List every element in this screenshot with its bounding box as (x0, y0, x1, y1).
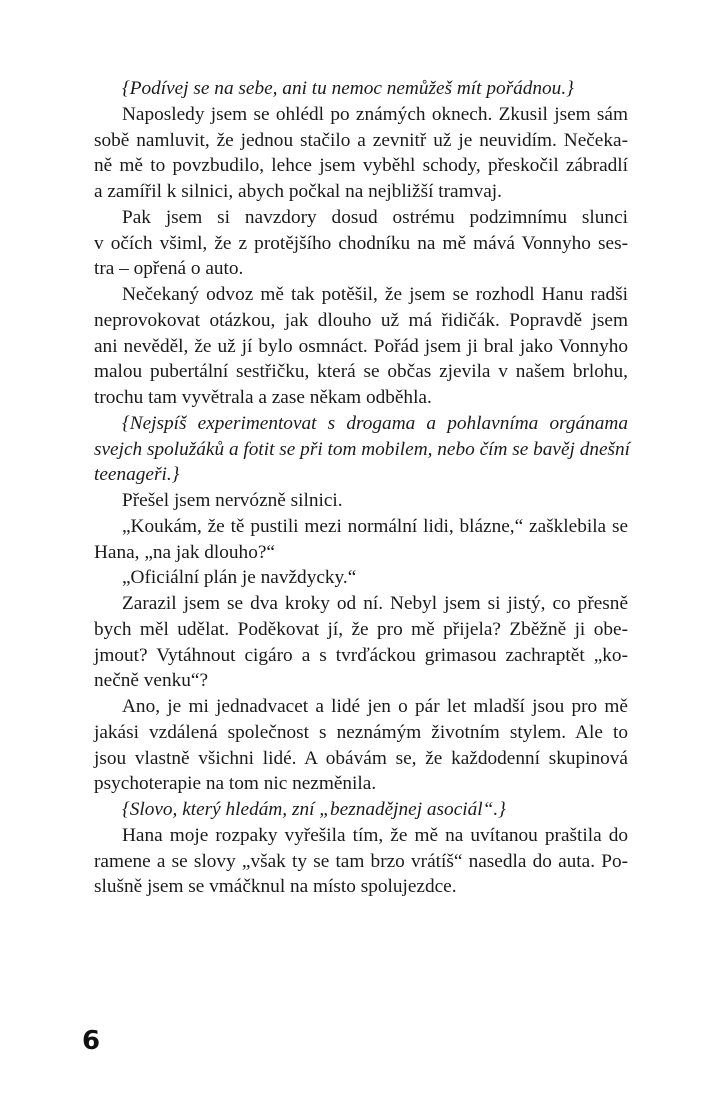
text-line: psychoterapie na tom nic nezměnila. (94, 773, 377, 795)
text-line: Zarazil jsem se dva kroky od ní. Nebyl jsem si jistý, co přesně (122, 593, 628, 614)
text-line: sobě namluvit, že jednou stačilo a zevnitř už je neuvidím. Nečeka- (94, 129, 628, 151)
text-line: „Koukám, že tě pustili mezi normální lidi, blázne,“ zašklebila se (122, 515, 628, 537)
text-line: jsou vlastně všichni lidé. A obávám se, že každodenní skupinová (94, 747, 628, 769)
text-line: {Nejspíš experimentovat s drogama a pohlavníma orgánama (122, 412, 628, 434)
text-line: Přešel jsem nervózně silnici. (122, 490, 343, 511)
text-line: malou pubertální sestřičku, která se občas zjevila v našem brlohu, (94, 361, 628, 383)
text-line: teenageři.} (94, 464, 180, 486)
body-text (94, 76, 631, 900)
text-line: v očích všiml, že z protějšího chodníku na mě mává Vonnyho ses- (94, 232, 628, 254)
text-line: neprovokovat otázkou, jak dlouho už má řidičák. Popravdě jsem (94, 309, 628, 331)
text-line: jmout? Vytáhnout cigáro a s tvrďáckou grimasou zachraptět „ko- (94, 644, 628, 666)
text-line: „Oficiální plán je navždycky.“ (122, 567, 357, 589)
page-number: 6 (82, 1026, 101, 1056)
text-line: ramene a se slovy „však ty se tam brzo vrátíš“ nasedla do auta. Po- (94, 850, 628, 872)
text-line: Hana moje rozpaky vyřešila tím, že mě na uvítanou praštila do (122, 824, 628, 846)
text-line: a zamířil k silnici, abych počkal na nejbližší tramvaj. (94, 181, 502, 202)
text-line: slušně jsem se vmáčknul na místo spolujezdce. (94, 876, 457, 898)
text-line: Hana, „na jak dlouho?“ (94, 541, 275, 563)
text-line: Ano, je mi jednadvacet a lidé jen o pár let mladší jsou pro mě (122, 696, 628, 717)
text-line: trochu tam vyvětrala a zase někam odběhla. (94, 387, 432, 408)
text-line: nečně venku“? (94, 670, 209, 692)
text-line: jakási vzdálená společnost s neznámým životním stylem. Ale to (94, 721, 628, 743)
text-line: {Slovo, který hledám, zní „beznadějnej asociál“.} (122, 799, 506, 820)
text-line: svejch spolužáků a fotit se při tom mobilem, nebo čím se bavěj dnešní (94, 438, 631, 460)
text-line: bych měl udělat. Poděkovat jí, že pro mě přijela? Zběžně ji obe- (94, 618, 628, 640)
text-line: ani nevěděl, že už jí bylo osmnáct. Pořád jsem ji bral jako Vonnyho (94, 335, 628, 357)
text-line: ně mě to povzbudilo, lehce jsem vyběhl schody, přeskočil zábradlí (94, 155, 628, 177)
text-line: Nečekaný odvoz mě tak potěšil, že jsem se rozhodl Hanu radši (122, 284, 628, 305)
text-line: Naposledy jsem se ohlédl po známých oknech. Zkusil jsem sám (122, 103, 628, 125)
text-line: tra – opřená o auto. (94, 258, 244, 280)
text-line: Pak jsem si navzdory dosud ostrému podzimnímu slunci (122, 206, 628, 228)
text-line: {Podívej se na sebe, ani tu nemoc nemůžeš mít pořádnou.} (122, 78, 574, 99)
